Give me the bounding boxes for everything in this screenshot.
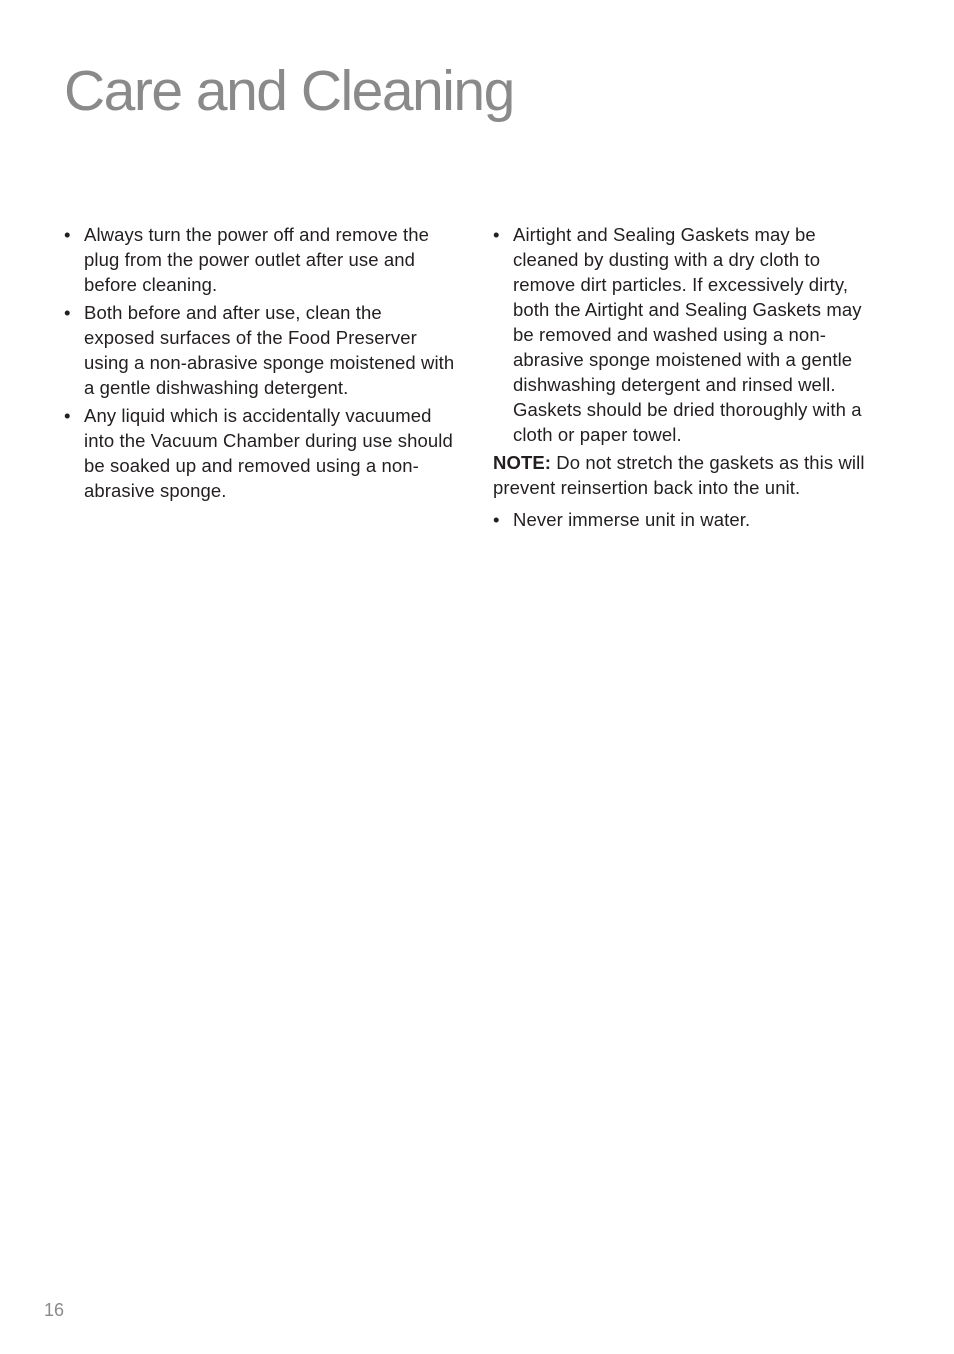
page-title: Care and Cleaning <box>64 59 514 123</box>
list-item <box>493 507 885 532</box>
right-bullet-list <box>493 222 885 447</box>
page-number: 16 <box>44 1300 65 1320</box>
right-bullet-list-bottom <box>493 507 885 532</box>
list-item <box>64 403 456 503</box>
list-item-text: Both before and after use, clean the exposed surfaces of the Food Preserver using a non-abrasive sponge moistened with a gentle dishwashing detergent. <box>84 302 455 398</box>
note-text: Do not stretch the gaskets as this will prevent reinsertion back into the unit. <box>493 452 865 498</box>
list-item <box>64 300 456 400</box>
list-item-text: Never immerse unit in water. <box>513 509 751 530</box>
bullet-icon: • <box>493 509 500 530</box>
list-item-text: Always turn the power off and remove the plug from the power outlet after use and before cleaning. <box>84 224 430 295</box>
list-item-text: Airtight and Sealing Gaskets may be cleaned by dusting with a dry cloth to remove dirt particles. If excessively dirty, both the Airtight and Sealing Gaskets may be removed and washed using a non-abrasive sponge moistened with a gentle dishwashing detergent and rinsed well. Gaskets should be dried thoroughly with a cloth or paper towel. <box>513 224 862 445</box>
left-column <box>64 222 456 506</box>
right-column <box>493 222 885 535</box>
list-item <box>493 222 885 447</box>
bullet-icon: • <box>493 224 500 245</box>
note-label: NOTE: <box>493 452 552 473</box>
list-item-text: Any liquid which is accidentally vacuumed into the Vacuum Chamber during use should be soaked up and removed using a non-abrasive sponge. <box>84 405 453 501</box>
bullet-icon: • <box>64 224 71 245</box>
bullet-icon: • <box>64 405 71 426</box>
list-item <box>64 222 456 297</box>
bullet-icon: • <box>64 302 71 323</box>
note-paragraph <box>493 450 885 500</box>
left-bullet-list <box>64 222 456 503</box>
